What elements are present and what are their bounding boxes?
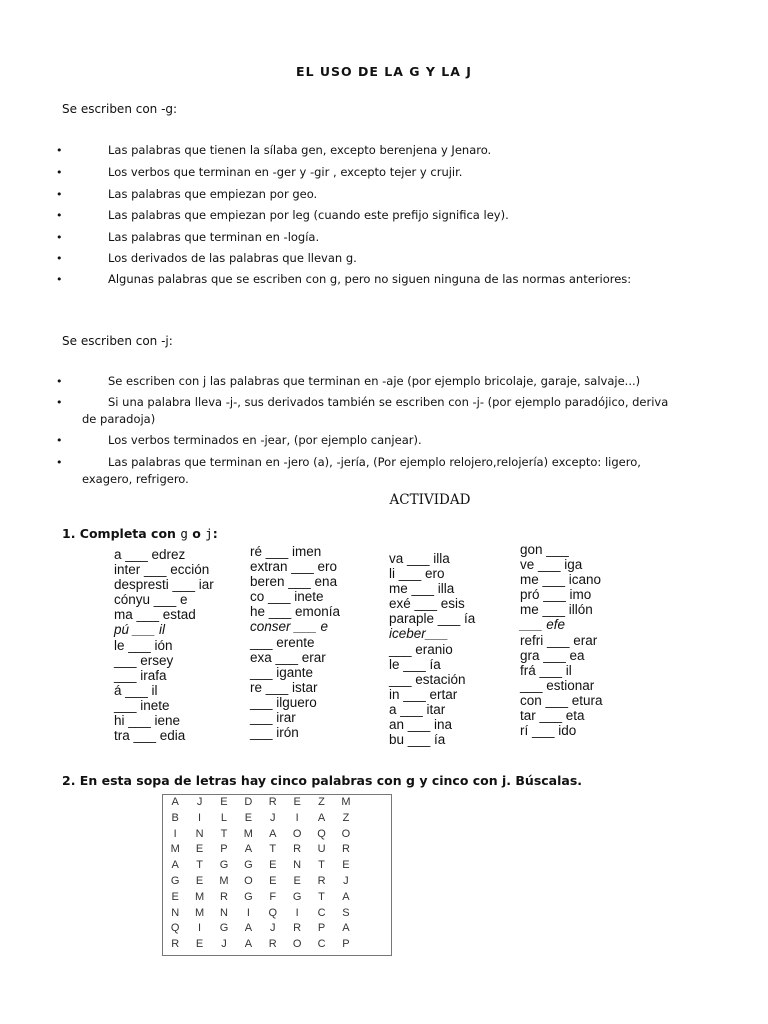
grid-cell[interactable]: G: [244, 859, 253, 872]
fill-in-word: ___ erente: [250, 634, 315, 650]
grid-cell[interactable]: G: [292, 890, 302, 903]
fill-in-word: me ___ icano: [520, 572, 602, 588]
bullet-icon: •: [56, 188, 63, 201]
grid-cell[interactable]: J: [343, 874, 349, 887]
fill-in-word: an ___ ina: [389, 717, 453, 733]
rule-item: Los derivados de las palabras que llevan g.: [108, 251, 357, 265]
grid-cell[interactable]: A: [171, 859, 179, 872]
rule-item-continuation: exagero, refrigero.: [82, 472, 189, 486]
page-title: EL USO DE LA G Y LA J: [296, 64, 472, 79]
bullet-icon: •: [56, 144, 63, 157]
fill-in-word: despresti ___ iar: [114, 577, 214, 593]
grid-cell[interactable]: C: [317, 906, 326, 919]
grid-cell[interactable]: T: [196, 859, 203, 872]
grid-row: [163, 937, 391, 953]
grid-cell[interactable]: M: [243, 827, 253, 840]
rule-item: Los verbos que terminan en -ger y -gir , excepto tejer y crujir.: [108, 165, 463, 179]
exercise-column: [389, 551, 475, 747]
fill-in-word: rí ___ ido: [520, 723, 577, 739]
grid-cell[interactable]: I: [198, 922, 202, 935]
rule-item: Los verbos terminados en -jear, (por ejemplo canjear).: [108, 433, 422, 447]
grid-cell[interactable]: N: [220, 906, 228, 919]
grid-cell[interactable]: E: [269, 874, 277, 887]
grid-cell[interactable]: P: [317, 922, 326, 935]
grid-cell[interactable]: M: [195, 890, 205, 903]
rule-item: Las palabras que tienen la sílaba gen, excepto berenjena y Jenaro.: [108, 143, 492, 157]
fill-in-word: re ___ istar: [250, 679, 318, 695]
grid-row: [163, 795, 391, 811]
grid-cell[interactable]: U: [317, 843, 326, 856]
fill-in-word: ___ irafa: [114, 667, 167, 683]
fill-in-word: ___ ilguero: [250, 694, 317, 710]
fill-in-word: a ___ itar: [389, 701, 446, 717]
rule-item: Las palabras que terminan en -jero (a), -jería, (Por ejemplo relojero,relojería) excepto: ligero,: [108, 455, 641, 469]
grid-cell[interactable]: R: [317, 874, 326, 887]
word-search-grid: [162, 794, 392, 956]
fill-in-word: ___ eranio: [389, 641, 453, 657]
grid-cell[interactable]: N: [171, 906, 180, 919]
grid-cell[interactable]: R: [293, 843, 302, 856]
grid-cell[interactable]: Q: [268, 906, 278, 919]
fill-in-word: tar ___ eta: [520, 708, 585, 724]
grid-row: [163, 906, 391, 922]
grid-cell[interactable]: O: [341, 827, 351, 840]
grid-cell[interactable]: E: [195, 874, 204, 887]
fill-in-word: cónyu ___ e: [114, 592, 188, 608]
grid-cell[interactable]: P: [220, 843, 228, 856]
grid-cell[interactable]: P: [342, 938, 350, 951]
grid-cell[interactable]: A: [244, 922, 253, 935]
fill-in-word: in ___ ertar: [389, 686, 458, 702]
grid-cell[interactable]: E: [220, 796, 228, 808]
fill-in-word: ve ___ iga: [520, 557, 583, 573]
exercise-column: [250, 544, 340, 740]
grid-cell[interactable]: I: [246, 906, 250, 919]
bullet-icon: •: [56, 209, 63, 222]
grid-cell[interactable]: R: [268, 938, 277, 951]
grid-row: [163, 842, 391, 858]
fill-in-word: ___ estación: [389, 671, 466, 687]
bullet-icon: •: [56, 375, 63, 388]
exercise-1-label: 1. Completa con: [62, 526, 176, 541]
fill-in-word: inter ___ ección: [114, 562, 210, 578]
bullet-icon: •: [56, 396, 63, 409]
grid-cell[interactable]: G: [219, 859, 229, 872]
grid-cell[interactable]: B: [171, 811, 179, 824]
fill-in-word: me ___ illón: [520, 602, 593, 618]
grid-cell[interactable]: A: [244, 938, 253, 951]
grid-cell[interactable]: N: [195, 827, 204, 840]
grid-cell[interactable]: J: [270, 922, 276, 935]
grid-row: [163, 811, 391, 827]
fill-in-word: paraple ___ ía: [389, 611, 476, 627]
grid-cell[interactable]: T: [318, 859, 325, 872]
fill-in-word: ___ irón: [250, 725, 299, 741]
letter-j: j: [205, 526, 213, 541]
grid-cell[interactable]: O: [292, 827, 302, 840]
grid-cell[interactable]: G: [244, 890, 253, 903]
grid-cell[interactable]: E: [342, 859, 350, 872]
fill-in-word: a ___ edrez: [114, 547, 186, 562]
grid-cell[interactable]: E: [195, 843, 204, 856]
fill-in-word: li ___ ero: [389, 566, 445, 582]
fill-in-word: ___ efe: [520, 617, 566, 633]
fill-in-word: pú ___ il: [114, 622, 166, 638]
fill-in-word: exé ___ esis: [389, 596, 465, 612]
grid-cell[interactable]: J: [270, 811, 276, 824]
activity-title: ACTIVIDAD: [389, 492, 471, 508]
rule-item: Algunas palabras que se escriben con g, pero no siguen ninguna de las normas anteriores:: [108, 272, 632, 286]
bullet-icon: •: [56, 434, 63, 447]
bullet-icon: •: [56, 456, 63, 469]
grid-cell[interactable]: N: [293, 859, 302, 872]
exercise-1-heading: [62, 526, 218, 541]
fill-in-word: le ___ ión: [114, 637, 173, 653]
grid-cell[interactable]: I: [295, 811, 299, 824]
rule-item: Si una palabra lleva -j-, sus derivados también se escriben con -j- (por ejemplo paradójico, deriva: [108, 395, 669, 409]
grid-cell[interactable]: T: [269, 843, 277, 856]
fill-in-word: exa ___ erar: [250, 649, 326, 665]
grid-row: [163, 890, 391, 906]
grid-cell[interactable]: R: [341, 843, 350, 856]
word-o: o: [192, 526, 201, 541]
fill-in-word: ___ estionar: [520, 677, 595, 693]
bullet-icon: •: [56, 252, 63, 265]
fill-in-word: ré ___ imen: [250, 544, 322, 559]
grid-cell[interactable]: I: [295, 906, 299, 919]
grid-cell[interactable]: I: [173, 827, 177, 840]
grid-cell[interactable]: J: [196, 796, 203, 808]
fill-in-word: pró ___ imo: [520, 587, 592, 603]
fill-in-word: ma ___ estad: [114, 607, 196, 623]
grid-cell[interactable]: E: [293, 874, 301, 887]
grid-cell[interactable]: M: [219, 874, 229, 887]
section-g-heading: Se escriben con -g:: [62, 102, 178, 116]
exercise-column: [520, 542, 603, 738]
grid-cell[interactable]: R: [171, 938, 180, 951]
fill-in-word: beren ___ ena: [250, 574, 338, 590]
bullet-icon: •: [56, 166, 63, 179]
grid-cell[interactable]: T: [220, 827, 228, 840]
fill-in-word: conser ___ e: [250, 619, 329, 635]
grid-cell[interactable]: R: [293, 922, 302, 935]
bullet-icon: •: [56, 273, 63, 286]
grid-cell[interactable]: E: [195, 938, 204, 951]
grid-cell[interactable]: Z: [318, 796, 325, 808]
grid-cell[interactable]: A: [342, 922, 350, 935]
grid-cell[interactable]: F: [269, 890, 277, 903]
fill-in-word: gra ___ ea: [520, 647, 585, 663]
bullet-icon: •: [56, 231, 63, 244]
fill-in-word: con ___ etura: [520, 692, 603, 708]
grid-cell[interactable]: M: [170, 843, 180, 856]
fill-in-word: á ___ il: [114, 682, 158, 698]
fill-in-word: he ___ emonía: [250, 604, 341, 620]
rule-item: Las palabras que empiezan por leg (cuando este prefijo significa ley).: [108, 208, 509, 222]
grid-cell[interactable]: Z: [342, 811, 350, 824]
exercise-2-heading: 2. En esta sopa de letras hay cinco palabras con g y cinco con j. Búscalas.: [62, 773, 583, 788]
colon: :: [212, 526, 218, 541]
grid-cell[interactable]: R: [268, 796, 277, 808]
fill-in-word: bu ___ ía: [389, 732, 446, 748]
rule-item: Las palabras que empiezan por geo.: [108, 187, 318, 201]
grid-cell[interactable]: E: [269, 859, 277, 872]
grid-cell[interactable]: A: [171, 796, 179, 808]
grid-cell[interactable]: E: [171, 890, 179, 903]
grid-cell[interactable]: M: [341, 796, 351, 808]
fill-in-word: ___ ersey: [114, 652, 174, 668]
fill-in-word: co ___ inete: [250, 589, 324, 605]
grid-cell[interactable]: I: [198, 811, 202, 824]
fill-in-word: frá ___ il: [520, 662, 572, 678]
grid-cell[interactable]: G: [170, 874, 180, 887]
grid-cell[interactable]: E: [293, 796, 301, 808]
fill-in-word: hi ___ iene: [114, 713, 181, 729]
grid-row: [163, 827, 391, 843]
rule-item: Las palabras que terminan en -logía.: [108, 230, 320, 244]
rule-item-continuation: de paradoja): [82, 412, 156, 426]
exercise-column: [114, 547, 214, 743]
grid-cell[interactable]: A: [269, 827, 277, 840]
fill-in-word: iceber___: [389, 626, 449, 642]
rule-item: Se escriben con j las palabras que terminan en -aje (por ejemplo bricolaje, garaje, salvaje...): [108, 374, 641, 388]
grid-cell[interactable]: R: [220, 890, 228, 903]
fill-in-word: le ___ ía: [389, 656, 441, 672]
fill-in-word: extran ___ ero: [250, 559, 338, 575]
section-j-heading: Se escriben con -j:: [62, 334, 173, 348]
grid-cell[interactable]: E: [244, 811, 253, 824]
grid-row: [163, 921, 391, 937]
grid-cell[interactable]: O: [244, 874, 253, 887]
grid-row: [163, 874, 391, 890]
letter-g: g: [180, 526, 188, 541]
grid-cell[interactable]: Q: [317, 827, 326, 840]
grid-cell[interactable]: O: [292, 938, 302, 951]
grid-cell[interactable]: D: [244, 796, 253, 808]
grid-cell[interactable]: C: [317, 938, 326, 951]
grid-cell[interactable]: A: [342, 890, 350, 903]
fill-in-word: ___ igante: [250, 664, 314, 680]
fill-in-word: refri ___ erar: [520, 632, 598, 648]
fill-in-word: ___ inete: [114, 697, 170, 713]
grid-cell[interactable]: A: [244, 843, 253, 856]
fill-in-word: me ___ illa: [389, 581, 455, 597]
fill-in-word: tra ___ edia: [114, 728, 186, 744]
fill-in-word: ___ irar: [250, 710, 296, 726]
grid-cell[interactable]: S: [342, 906, 350, 919]
grid-cell[interactable]: M: [195, 906, 205, 919]
grid-cell[interactable]: L: [220, 811, 228, 824]
grid-cell[interactable]: J: [221, 938, 227, 951]
grid-cell[interactable]: Q: [170, 922, 180, 935]
grid-cell[interactable]: T: [318, 890, 325, 903]
fill-in-word: gon ___: [520, 542, 569, 557]
fill-in-word: va ___ illa: [389, 551, 450, 566]
grid-row: [163, 858, 391, 874]
grid-cell[interactable]: G: [219, 922, 229, 935]
grid-cell[interactable]: A: [317, 811, 326, 824]
